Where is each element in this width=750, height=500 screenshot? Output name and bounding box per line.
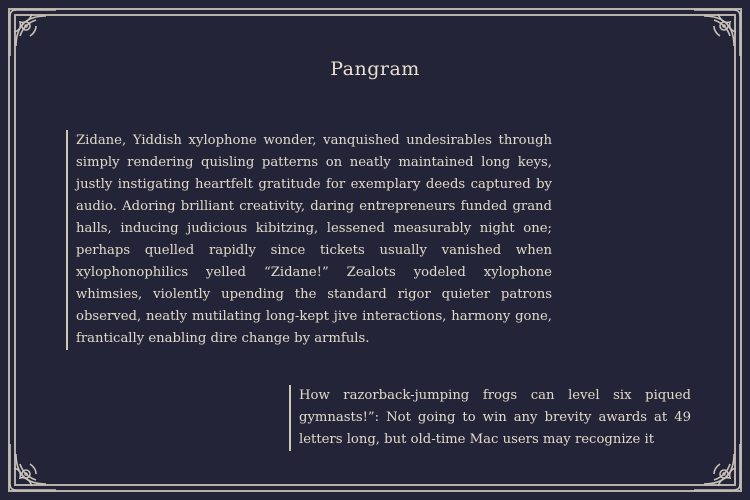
corner-ornament-icon bbox=[6, 6, 60, 60]
corner-ornament-icon bbox=[690, 440, 744, 494]
page-title: Pangram bbox=[330, 58, 420, 80]
pangram-note-paragraph: How razorback-jumping frogs can level six piqued gymnasts!”: Not going to win any brevity awards at 49 letters long, but old-time Mac users may recognize it bbox=[289, 385, 691, 451]
corner-ornament-icon bbox=[690, 6, 744, 60]
pangram-paragraph: Zidane, Yiddish xylophone wonder, vanquished undesirables through simply rendering quisling patterns on neatly maintained long keys, justly instigating heartfelt gratitude for exemplary deeds captured by audio. Adoring brilliant creativity, daring entrepreneurs funded grand halls, inducing judicious kibitzing, lessened measurably night one; perhaps quelled rapidly since tickets usually vanished when xylophonophilics yelled “Zidane!” Zealots yodeled xylophone whimsies, violently upending the standard rigor quieter patrons observed, neatly mutilating long-kept jive interactions, harmony gone, frantically enabling dire change by armfuls. bbox=[66, 130, 552, 350]
corner-ornament-icon bbox=[6, 440, 60, 494]
